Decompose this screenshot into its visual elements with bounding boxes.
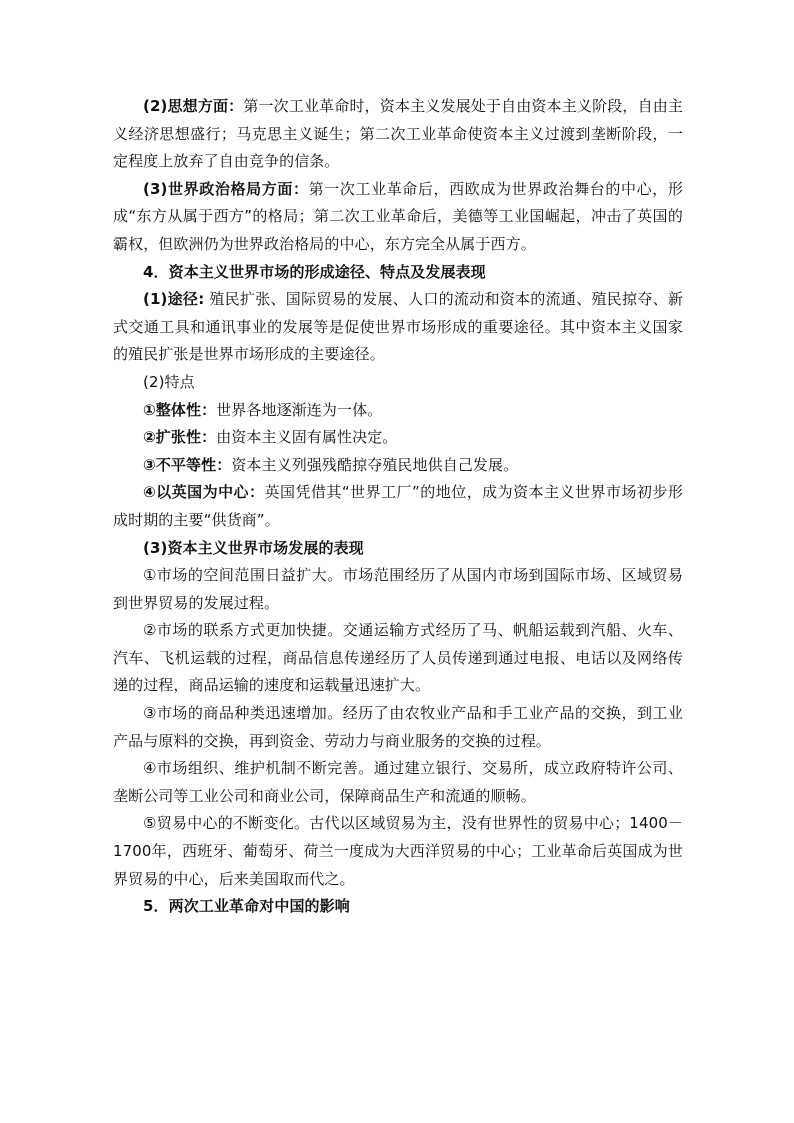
paragraph-text: 市场范围经历了从国内市场到国际市场、区域贸易到世界贸易的发展过程。 [113, 566, 684, 612]
paragraph-text: 交通运输方式经历了马、帆船运载到汽船、火车、汽车、飞机运载的过程，商品信息传递经历了人员传递到通过电报、电话以及网络传递的过程，商品运输的速度和运载量迅速扩大。 [113, 621, 684, 695]
development-item-organization [113, 755, 683, 810]
paragraph-lead: ③市场的商品种类迅速增加。 [143, 704, 343, 723]
paragraph-text: 由资本主义固有属性决定。 [216, 428, 398, 447]
paragraph-text: 通过建立银行、交易所，成立政府特许公司、垄断公司等工业公司和商业公司，保障商品生产和流通的顺畅。 [113, 759, 683, 805]
section-heading-text: 5．两次工业革命对中国的影响 [143, 897, 350, 916]
subheading-text: (2)特点 [143, 372, 195, 391]
section-heading-4 [113, 259, 683, 287]
paragraph-text: 资本主义列强残酷掠夺殖民地供自己发展。 [231, 455, 519, 474]
paragraph-text: 经历了由农牧业产品和手工业产品的交换，到工业产品与原料的交换，再到资金、劳动力与商业服务的交换的过程。 [113, 704, 684, 750]
paragraph-lead: (3)世界政治格局方面： [143, 179, 309, 198]
paragraph-lead: ①整体性： [143, 400, 217, 419]
paragraph-lead: ⑤贸易中心的不断变化。 [143, 814, 310, 833]
development-item-trade-center [113, 810, 683, 893]
section-heading-5 [113, 893, 683, 921]
paragraph-lead: ③不平等性： [143, 455, 232, 474]
subheading-development [113, 535, 683, 563]
development-item-space [113, 562, 683, 617]
paragraph-approach [113, 286, 683, 369]
paragraph-text: 第一次工业革命时，资本主义发展处于自由资本主义阶段，自由主义经济思想盛行；马克思主义诞生；第二次工业革命使资本主义过渡到垄断阶段，一定程度上放弃了自由竞争的信条。 [113, 97, 683, 171]
feature-item-expansion [113, 424, 683, 452]
feature-item-integrity [113, 397, 683, 425]
subheading-features [113, 369, 683, 397]
paragraph-text: 世界各地逐渐连为一体。 [216, 400, 383, 419]
document-body [113, 93, 683, 921]
paragraph-lead: (1)途径: [143, 290, 205, 309]
paragraph-thought-aspect [113, 93, 683, 176]
paragraph-lead: ②市场的联系方式更加快捷。 [143, 621, 343, 640]
paragraph-text: 古代以区域贸易为主，没有世界性的贸易中心；1400－1700年，西班牙、葡萄牙、荷兰一度成为大西洋贸易的中心；工业革命后英国成为世界贸易的中心，后来美国取而代之。 [113, 814, 683, 888]
paragraph-lead: ④以英国为中心： [143, 483, 265, 502]
section-heading-text: 4．资本主义世界市场的形成途径、特点及发展表现 [143, 262, 486, 281]
paragraph-text: 英国凭借其“世界工厂”的地位，成为资本主义世界市场初步形成时期的主要“供货商”。 [113, 483, 683, 529]
paragraph-lead: ④市场组织、维护机制不断完善。 [143, 759, 374, 778]
paragraph-text: 第一次工业革命后，西欧成为世界政治舞台的中心，形成“东方从属于西方”的格局；第二次工业革命后，美德等工业国崛起，冲击了英国的霸权，但欧洲仍为世界政治格局的中心，东方完全从属于西方。 [113, 179, 683, 253]
paragraph-political-pattern [113, 176, 683, 259]
development-item-connection [113, 617, 683, 700]
subheading-text: (3)资本主义世界市场发展的表现 [143, 538, 364, 557]
paragraph-lead: (2)思想方面： [143, 97, 244, 115]
development-item-goods [113, 700, 683, 755]
feature-item-inequality [113, 452, 683, 480]
feature-item-britain-centered [113, 479, 683, 534]
paragraph-lead: ②扩张性： [143, 428, 217, 447]
paragraph-lead: ①市场的空间范围日益扩大。 [143, 566, 343, 585]
paragraph-text: 殖民扩张、国际贸易的发展、人口的流动和资本的流通、殖民掠夺、新式交通工具和通讯事业的发展等是促使世界市场形成的重要途径。其中资本主义国家的殖民扩张是世界市场形成的主要途径。 [113, 290, 683, 364]
